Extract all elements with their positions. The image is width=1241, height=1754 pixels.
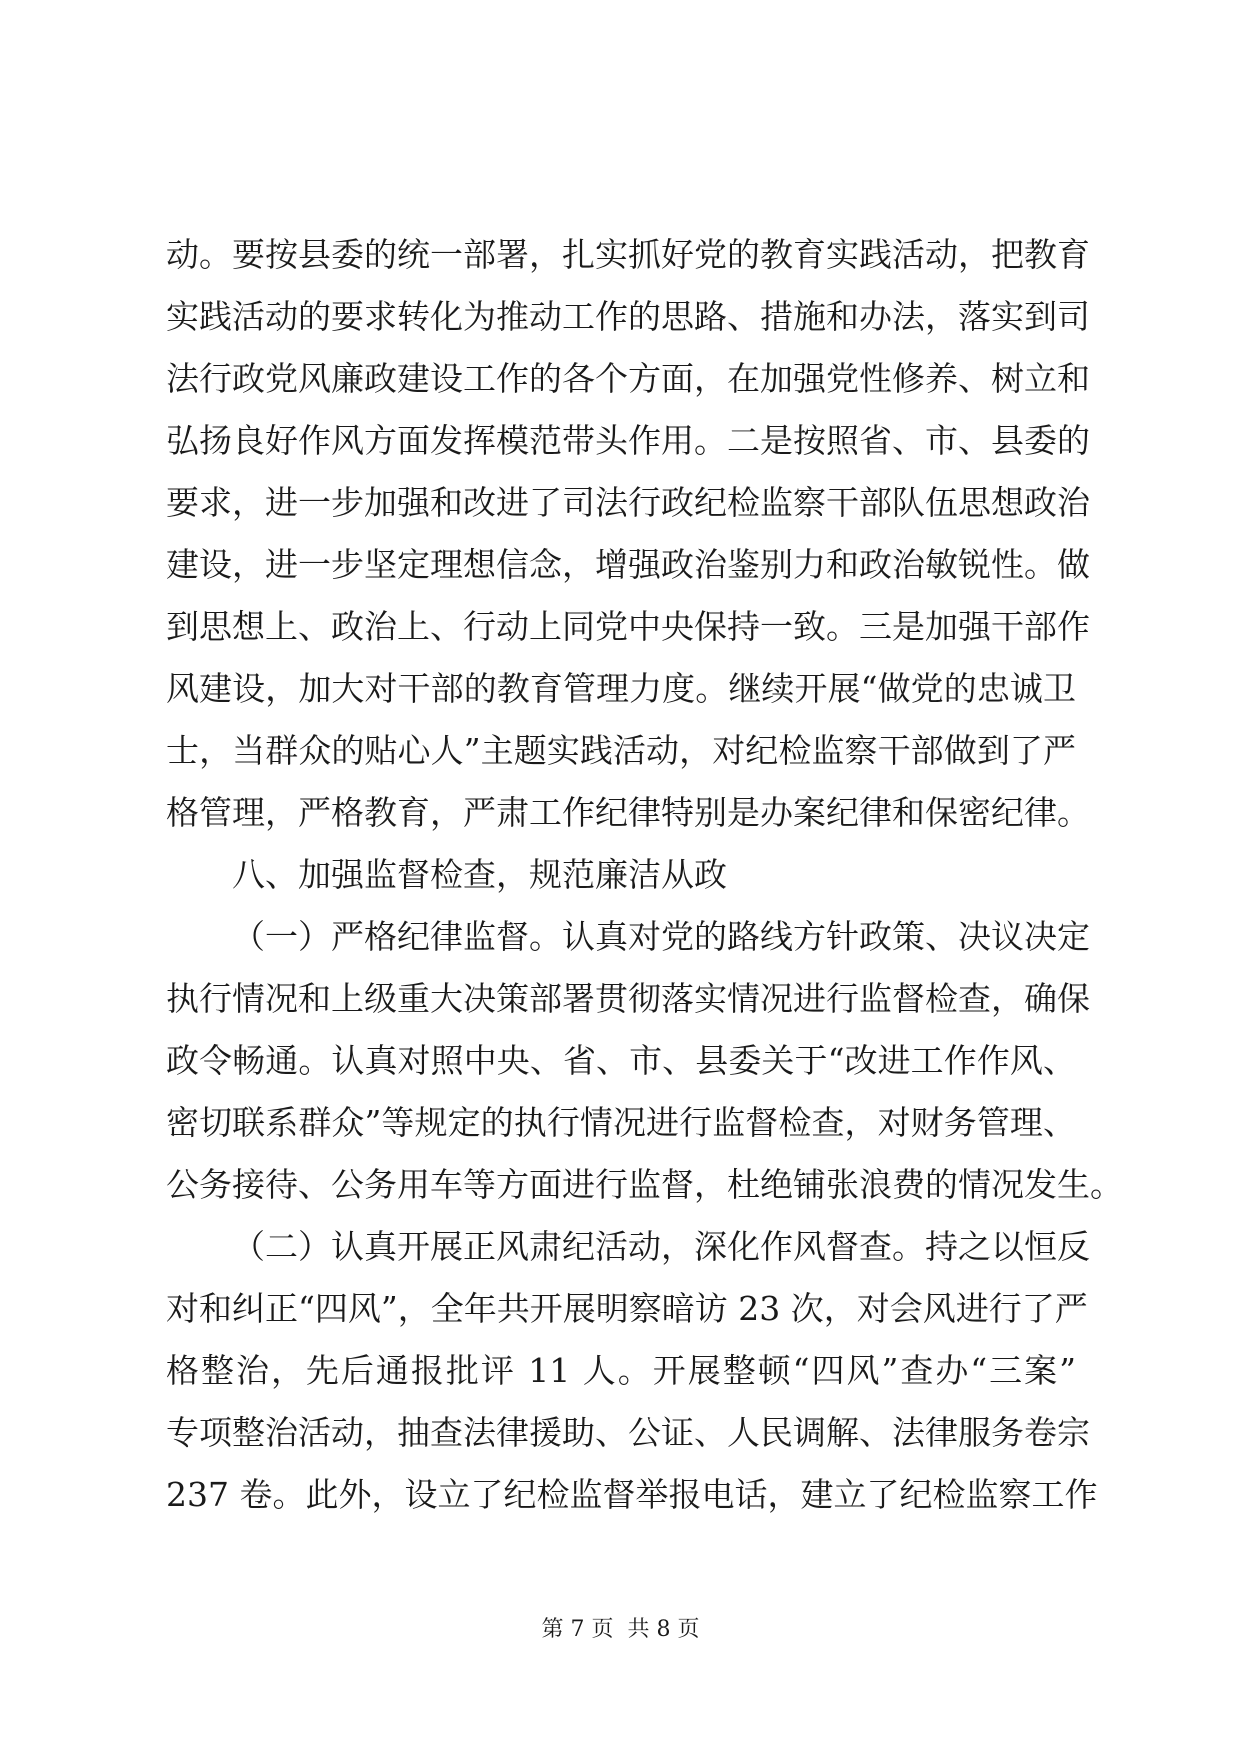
text-line: 公务接待、公务用车等方面进行监督，杜绝铺张浪费的情况发生。: [166, 1165, 1123, 1204]
text-line: 法行政党风廉政建设工作的各个方面，在加强党性修养、树立和: [166, 359, 1090, 398]
text-line: 专项整治活动，抽查法律援助、公证、人民调解、法律服务卷宗: [166, 1413, 1090, 1452]
text-line: 密切联系群众”等规定的执行情况进行监督检查，对财务管理、: [166, 1103, 1076, 1142]
text-line: 实践活动的要求转化为推动工作的思路、措施和办法，落实到司: [166, 297, 1090, 336]
section-heading: 八、加强监督检查，规范廉洁从政: [232, 855, 727, 894]
text-line: 执行情况和上级重大决策部署贯彻落实情况进行监督检查，确保: [166, 979, 1090, 1018]
text-line: 格管理，严格教育，严肃工作纪律特别是办案纪律和保密纪律。: [166, 793, 1090, 832]
text-line: 对和纠正“四风”，全年共开展明察暗访 23 次，对会风进行了严: [166, 1289, 1088, 1328]
text-line: （一）严格纪律监督。认真对党的路线方针政策、决议决定: [232, 917, 1090, 956]
page-footer: 第 7 页 共 8 页: [541, 1617, 700, 1642]
text-line: 风建设，加大对干部的教育管理力度。继续开展“做党的忠诚卫: [166, 669, 1076, 708]
text-line: 237 卷。此外，设立了纪检监督举报电话，建立了纪检监察工作: [166, 1475, 1098, 1514]
text-line: 弘扬良好作风方面发挥模范带头作用。二是按照省、市、县委的: [166, 421, 1090, 460]
text-line: 要求，进一步加强和改进了司法行政纪检监察干部队伍思想政治: [166, 483, 1090, 522]
text-line: （二）认真开展正风肃纪活动，深化作风督查。持之以恒反: [232, 1227, 1090, 1266]
text-line: 格整治，先后通报批评 11 人。开展整顿“四风”查办“三案”: [166, 1351, 1076, 1390]
text-line: 到思想上、政治上、行动上同党中央保持一致。三是加强干部作: [166, 607, 1090, 646]
text-line: 士，当群众的贴心人”主题实践活动，对纪检监察干部做到了严: [166, 731, 1076, 770]
text-line: 政令畅通。认真对照中央、省、市、县委关于“改进工作作风、: [166, 1041, 1076, 1080]
text-line: 动。要按县委的统一部署，扎实抓好党的教育实践活动，把教育: [166, 235, 1090, 274]
text-line: 建设，进一步坚定理想信念，增强政治鉴别力和政治敏锐性。做: [166, 545, 1090, 584]
body-text: [166, 224, 1123, 1526]
